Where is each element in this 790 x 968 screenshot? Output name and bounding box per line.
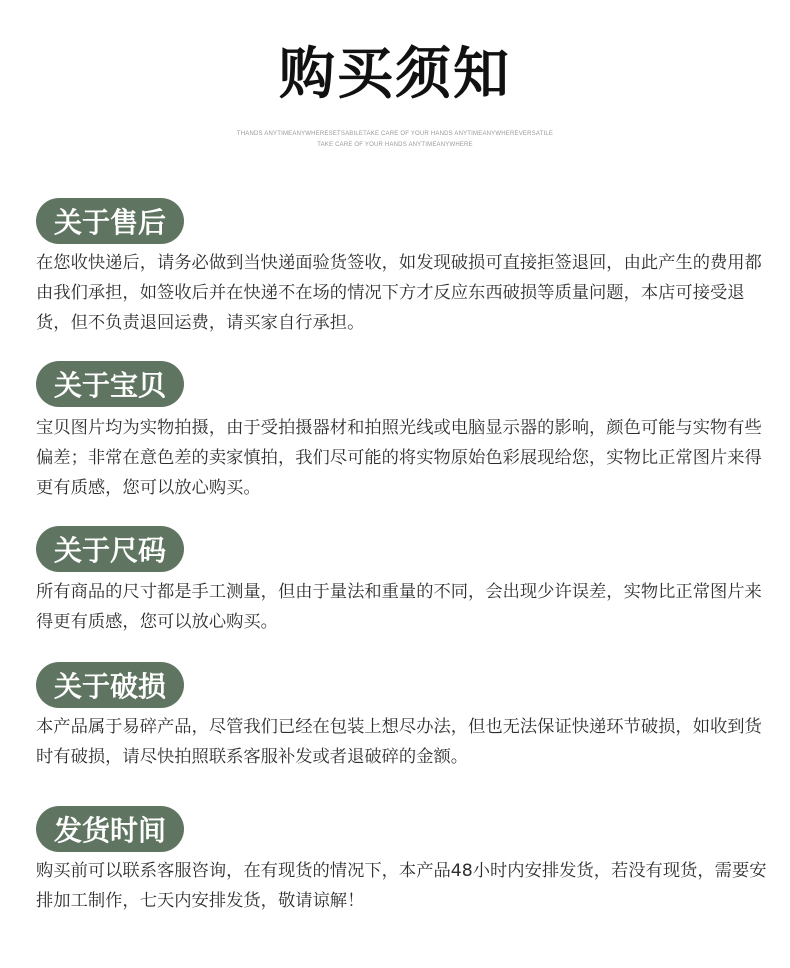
- page-title: 购买须知: [279, 42, 511, 107]
- section-label-product: 关于宝贝: [36, 361, 184, 407]
- section-body-shipping-time: 购买前可以联系客服咨询，在有现货的情况下，本产品48小时内安排发货，若没有现货，需要安排加工制作，七天内安排发货，敬请谅解！: [36, 861, 767, 911]
- section-body-after-sales: 在您收快递后，请务必做到当快递面验货签收，如发现破损可直接拒签退回，由此产生的费用都由我们承担，如签收后并在快递不在场的情况下方才反应东西破损等质量问题，本店可接受退货，但不负责退回运费，请买家自行承担。: [36, 253, 762, 333]
- section-label-damage: 关于破损: [36, 662, 184, 708]
- section-body-size: 所有商品的尺寸都是手工测量，但由于量法和重量的不同，会出现少许误差，实物比正常图片来得更有质感，您可以放心购买。: [36, 582, 762, 632]
- section-label-size: 关于尺码: [36, 526, 184, 572]
- section-body-damage: 本产品属于易碎产品，尽管我们已经在包装上想尽办法，但也无法保证快递环节破损，如收到货时有破损，请尽快拍照联系客服补发或者退破碎的金额。: [36, 717, 762, 767]
- section-label-shipping-time: 发货时间: [36, 806, 184, 852]
- section-body-product: 宝贝图片均为实物拍摄，由于受拍摄器材和拍照光线或电脑显示器的影响，颜色可能与实物有些偏差；非常在意色差的卖家慎拍，我们尽可能的将实物原始色彩展现给您，实物比正常图片来得更有质感，您可以放心购买。: [36, 418, 762, 498]
- section-label-after-sales: 关于售后: [36, 198, 184, 244]
- page-subtitle-line-2: TAKE CARE OF YOUR HANDS ANYTIMEANYWHERE: [317, 142, 473, 148]
- page-subtitle-line-1: THANDS ANYTIMEANYWHERESETSABILETAKE CARE OF YOUR HANDS ANYTIMEANYWHEREVERSATILE: [236, 131, 554, 137]
